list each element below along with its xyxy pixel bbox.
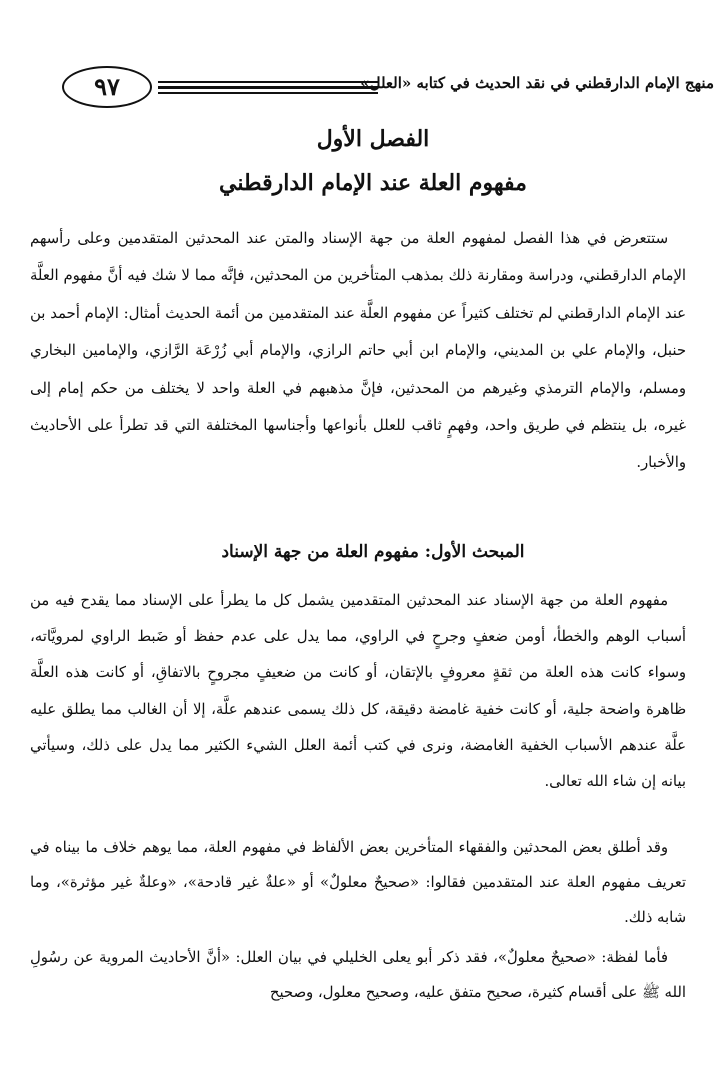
chapter-title: الفصل الأول: [316, 126, 430, 152]
running-title: منهج الإمام الدارقطني في نقد الحديث في كتابه «العلل»: [360, 74, 714, 92]
paragraph-text: ستتعرض في هذا الفصل لمفهوم العلة من جهة الإسناد والمتن عند المحدثين المتقدمين وعلى رأسهم الإمام الدارقطني، ودراسة ومقارنة ذلك بمذهب المتأخرين من المحدثين، فإنَّه مما لا شك فيه أنَّ مفهوم العلَّة عند الإمام الدارقطني لم تختلف كثيراً عن مفهوم العلَّة عند المتقدمين من أئمة الحديث أمثال: الإمام أحمد بن حنبل، والإمام علي بن المديني، والإمام ابن أبي حاتم الرازي، والإمام أبي زُرْعَة الرَّازي، والإمامين البخاري ومسلم، والإمام الترمذي وغيرهم من المحدثين، فإنَّ مذهبهم في العلة واحد لا يختلف من حكم إمام إلى غيره، بل ينتظم في طريق واحد، وفهمٍ ثاقب للعلل بأنواعها وأجناسها المختلفة التي قد تطرأ على الأحاديث والأخبار.: [30, 230, 686, 472]
chapter-subtitle: مفهوم العلة عند الإمام الدارقطني: [219, 170, 527, 196]
paragraph-sahih-malul: [30, 940, 686, 1010]
header-rule: [158, 92, 378, 94]
paragraph-intro: [30, 220, 686, 482]
header-rule: [158, 81, 378, 83]
paragraph-text: وقد أطلق بعض المحدثين والفقهاء المتأخرين بعض الألفاظ في مفهوم العلة، مما يوهم خلاف ما بيناه في تعريف مفهوم العلة عند المتقدمين فقالوا: «صحيحٌ معلولٌ» أو «علةٌ غير قادحة»، «وعلةٌ غير مؤثرة»، وما شابه ذلك.: [30, 839, 686, 926]
paragraph-text: مفهوم العلة من جهة الإسناد عند المحدثين المتقدمين يشمل كل ما يطرأ على الإسناد مما يقدح فيه من أسباب الوهم والخطأ، أومن ضعفٍ وجرحٍ في الراوي، مما يدل على عدم حفظ أو ضَبط الراوي لمرويَّاته، وسواء كانت هذه العلة من ثقةٍ معروفٍ بالإتقان، أو كانت من ضعيفٍ مجروحٍ بالاتفاقِ، أو كانت هذه العلَّة ظاهرة واضحة جلية، أو كانت خفية غامضة دقيقة، كل ذلك يسمى عندهم علَّة، إلا أن الغالب مما يطلق عليه علَّة عندهم الأسباب الخفية الغامضة، ونرى في كتب أئمة العلل الشيء الكثير مما يدل على ذلك، وسيأتي بيانه إن شاء الله تعالى.: [30, 592, 686, 791]
paragraph-isnad-definition: [30, 583, 686, 800]
paragraph-text: فأما لفظة: «صحيحٌ معلولٌ»، فقد ذكر أبو يعلى الخليلي في بيان العلل: «أنَّ الأحاديث المروية عن رسُولِ الله ﷺ على أقسام كثيرة، صحيح متفق عليه، وصحيح معلول، وصحيح: [30, 949, 686, 1001]
section-heading: المبحث الأول: مفهوم العلة من جهة الإسناد: [221, 542, 525, 562]
page-number-oval: [62, 66, 152, 108]
page-number: ٩٧: [94, 74, 120, 101]
paragraph-later-terms: [30, 830, 686, 935]
page-header: [58, 62, 714, 112]
header-rule: [158, 86, 378, 89]
